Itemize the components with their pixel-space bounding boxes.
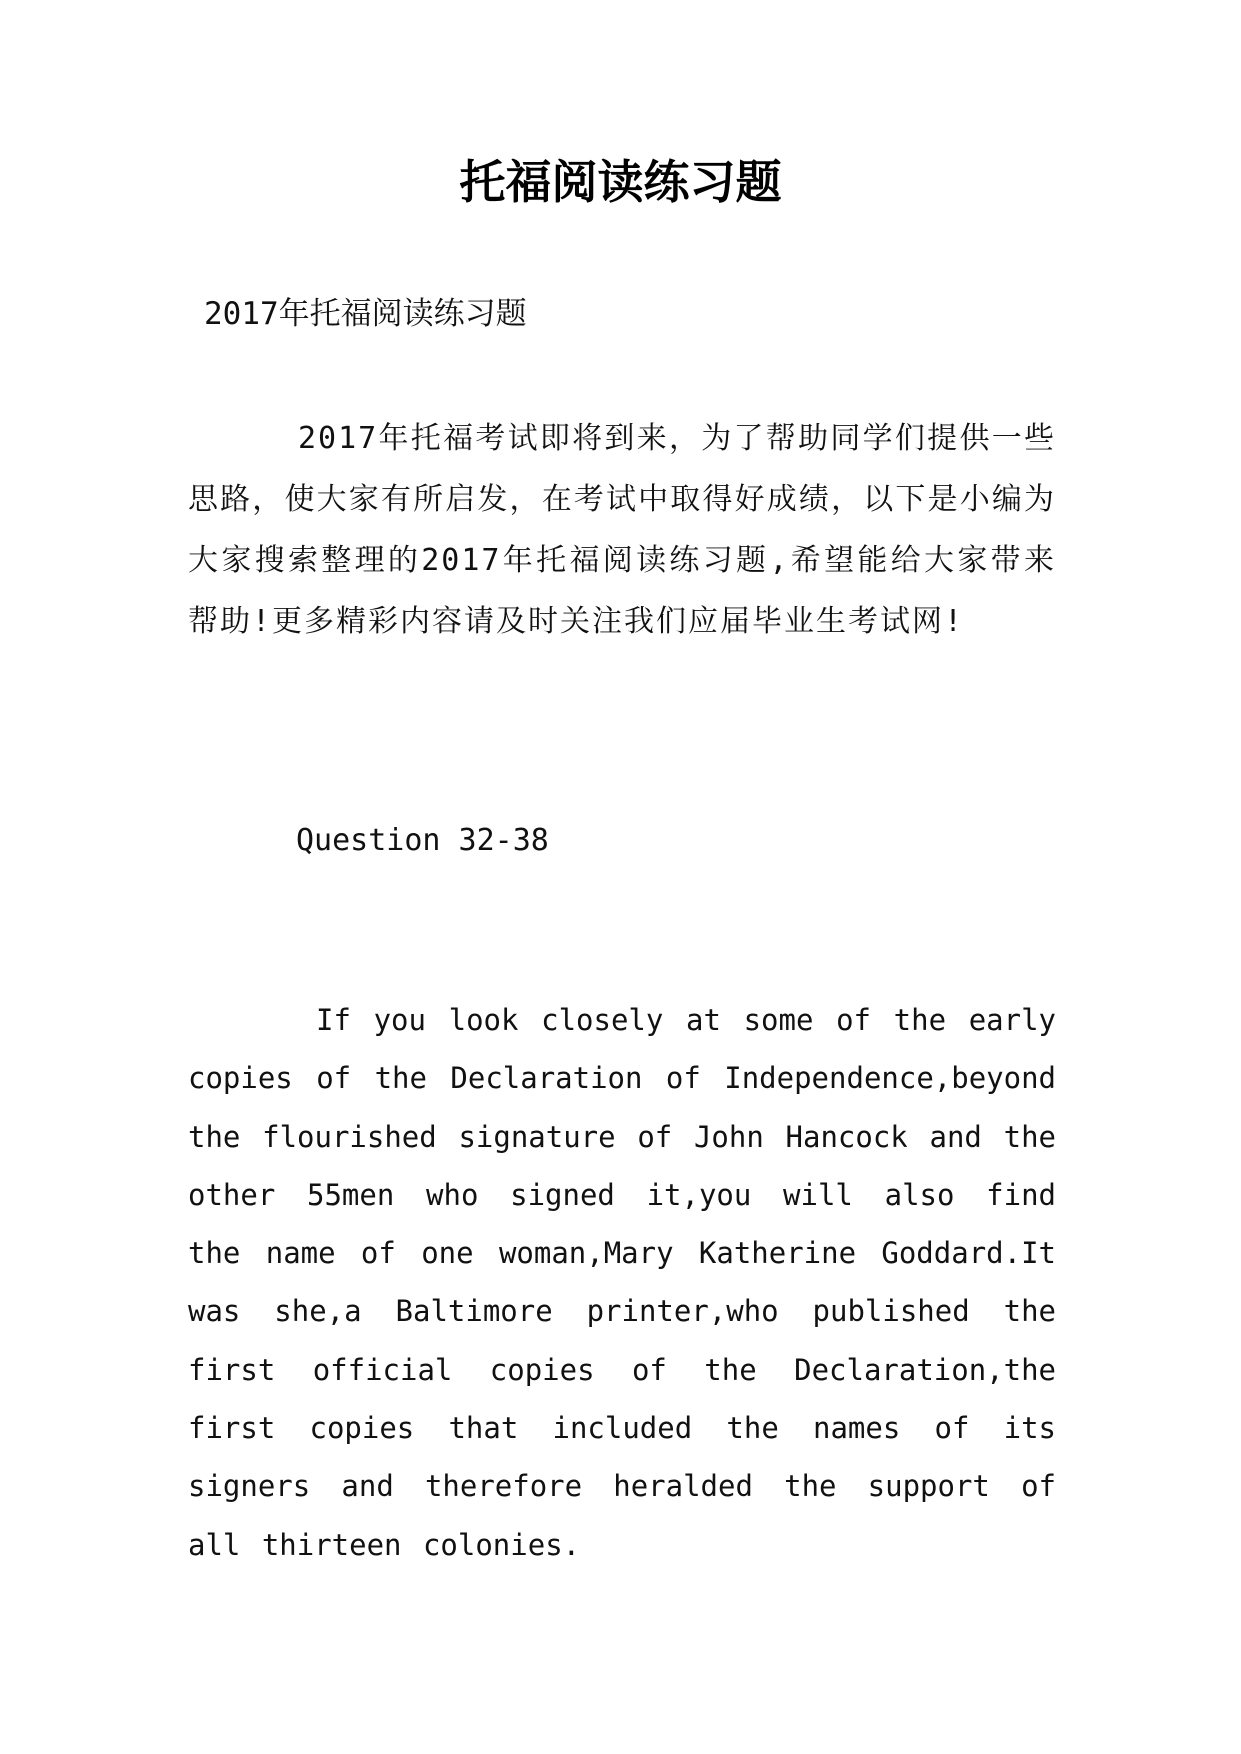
document-subtitle: 2017年托福阅读练习题 [204,296,527,332]
intro-paragraph: 2017年托福考试即将到来，为了帮助同学们提供一些思路，使大家有所启发，在考试中取得好成绩，以下是小编为大家搜索整理的2017年托福阅读练习题,希望能给大家带来帮助!更多精彩内容请及时关注我们应届毕业生考试网! [188,421,1056,639]
reading-passage: If you look closely at some of the early copies of the Declaration of Independence,beyond the flourished signature of John Hancock and the other 55men who signed it,you will also find the name of one woman,Mary Katherine Goddard.It was she,a Baltimore printer,who published the first official copies of the Declaration,the first copies that included the names of its signers and therefore heralded the support of all thirteen colonies. [188,1003,1056,1562]
question-heading: Question 32-38 [296,823,549,858]
document-title: 托福阅读练习题 [459,155,782,209]
